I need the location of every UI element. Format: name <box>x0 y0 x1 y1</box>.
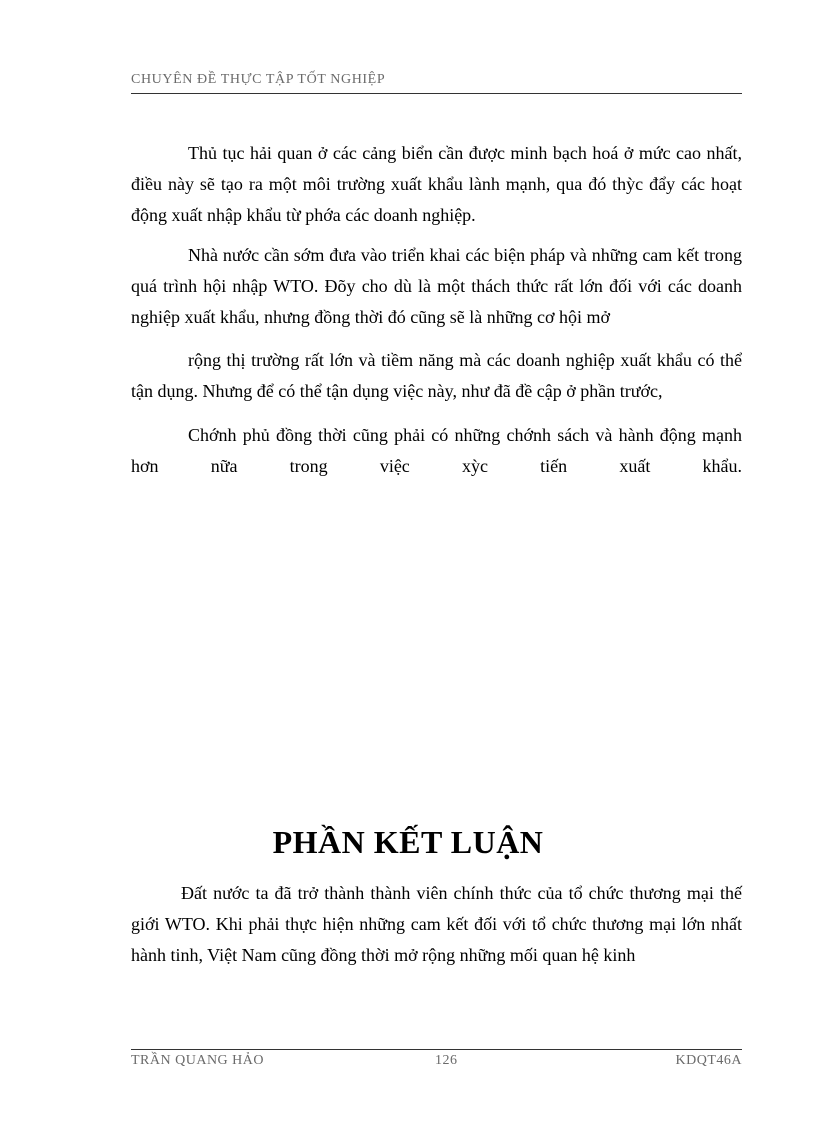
body-paragraph-4: Chớnh phủ đồng thời cũng phải có những chớnh sách và hành động mạnh hơn nữa trong việc xỳc tiến xuất khẩu. <box>131 425 742 476</box>
body-paragraph-1: Thủ tục hải quan ở các cảng biển cần được minh bạch hoá ở mức cao nhất, điều này sẽ tạo ra một môi trường xuất khẩu lành mạnh, qua đó thỳc đẩy các hoạt động xuất nhập khẩu từ phớa các doanh nghiệp. <box>131 143 742 225</box>
header-divider <box>131 93 742 94</box>
running-header: CHUYÊN ĐỀ THỰC TẬP TỐT NGHIỆP <box>131 72 386 87</box>
section-heading: PHẦN KẾT LUẬN <box>272 824 544 860</box>
footer-class-code: KDQT46A <box>675 1053 742 1068</box>
footer-divider <box>131 1049 742 1050</box>
conclusion-paragraph: Đất nước ta đã trở thành thành viên chính thức của tổ chức thương mại thế giới WTO. Khi phải thực hiện những cam kết đối với tổ chức thương mại lớn nhất hành tinh, Việt Nam cũng đồng thời mở rộng những mối quan hệ kinh <box>131 883 742 965</box>
body-paragraph-3: rộng thị trường rất lớn và tiềm năng mà các doanh nghiệp xuất khẩu có thể tận dụng. Nhưng để có thể tận dụng việc này, như đã đề cập ở phần trước, <box>131 350 742 401</box>
page-number: 126 <box>435 1053 458 1068</box>
body-paragraph-2: Nhà nước cần sớm đưa vào triển khai các biện pháp và những cam kết trong quá trình hội nhập WTO. Đõy cho dù là một thách thức rất lớn đối với các doanh nghiệp xuất khẩu, nhưng đồng thời đó cũng sẽ là những cơ hội mở <box>131 245 742 327</box>
footer-author: TRẦN QUANG HẢO <box>131 1053 264 1068</box>
